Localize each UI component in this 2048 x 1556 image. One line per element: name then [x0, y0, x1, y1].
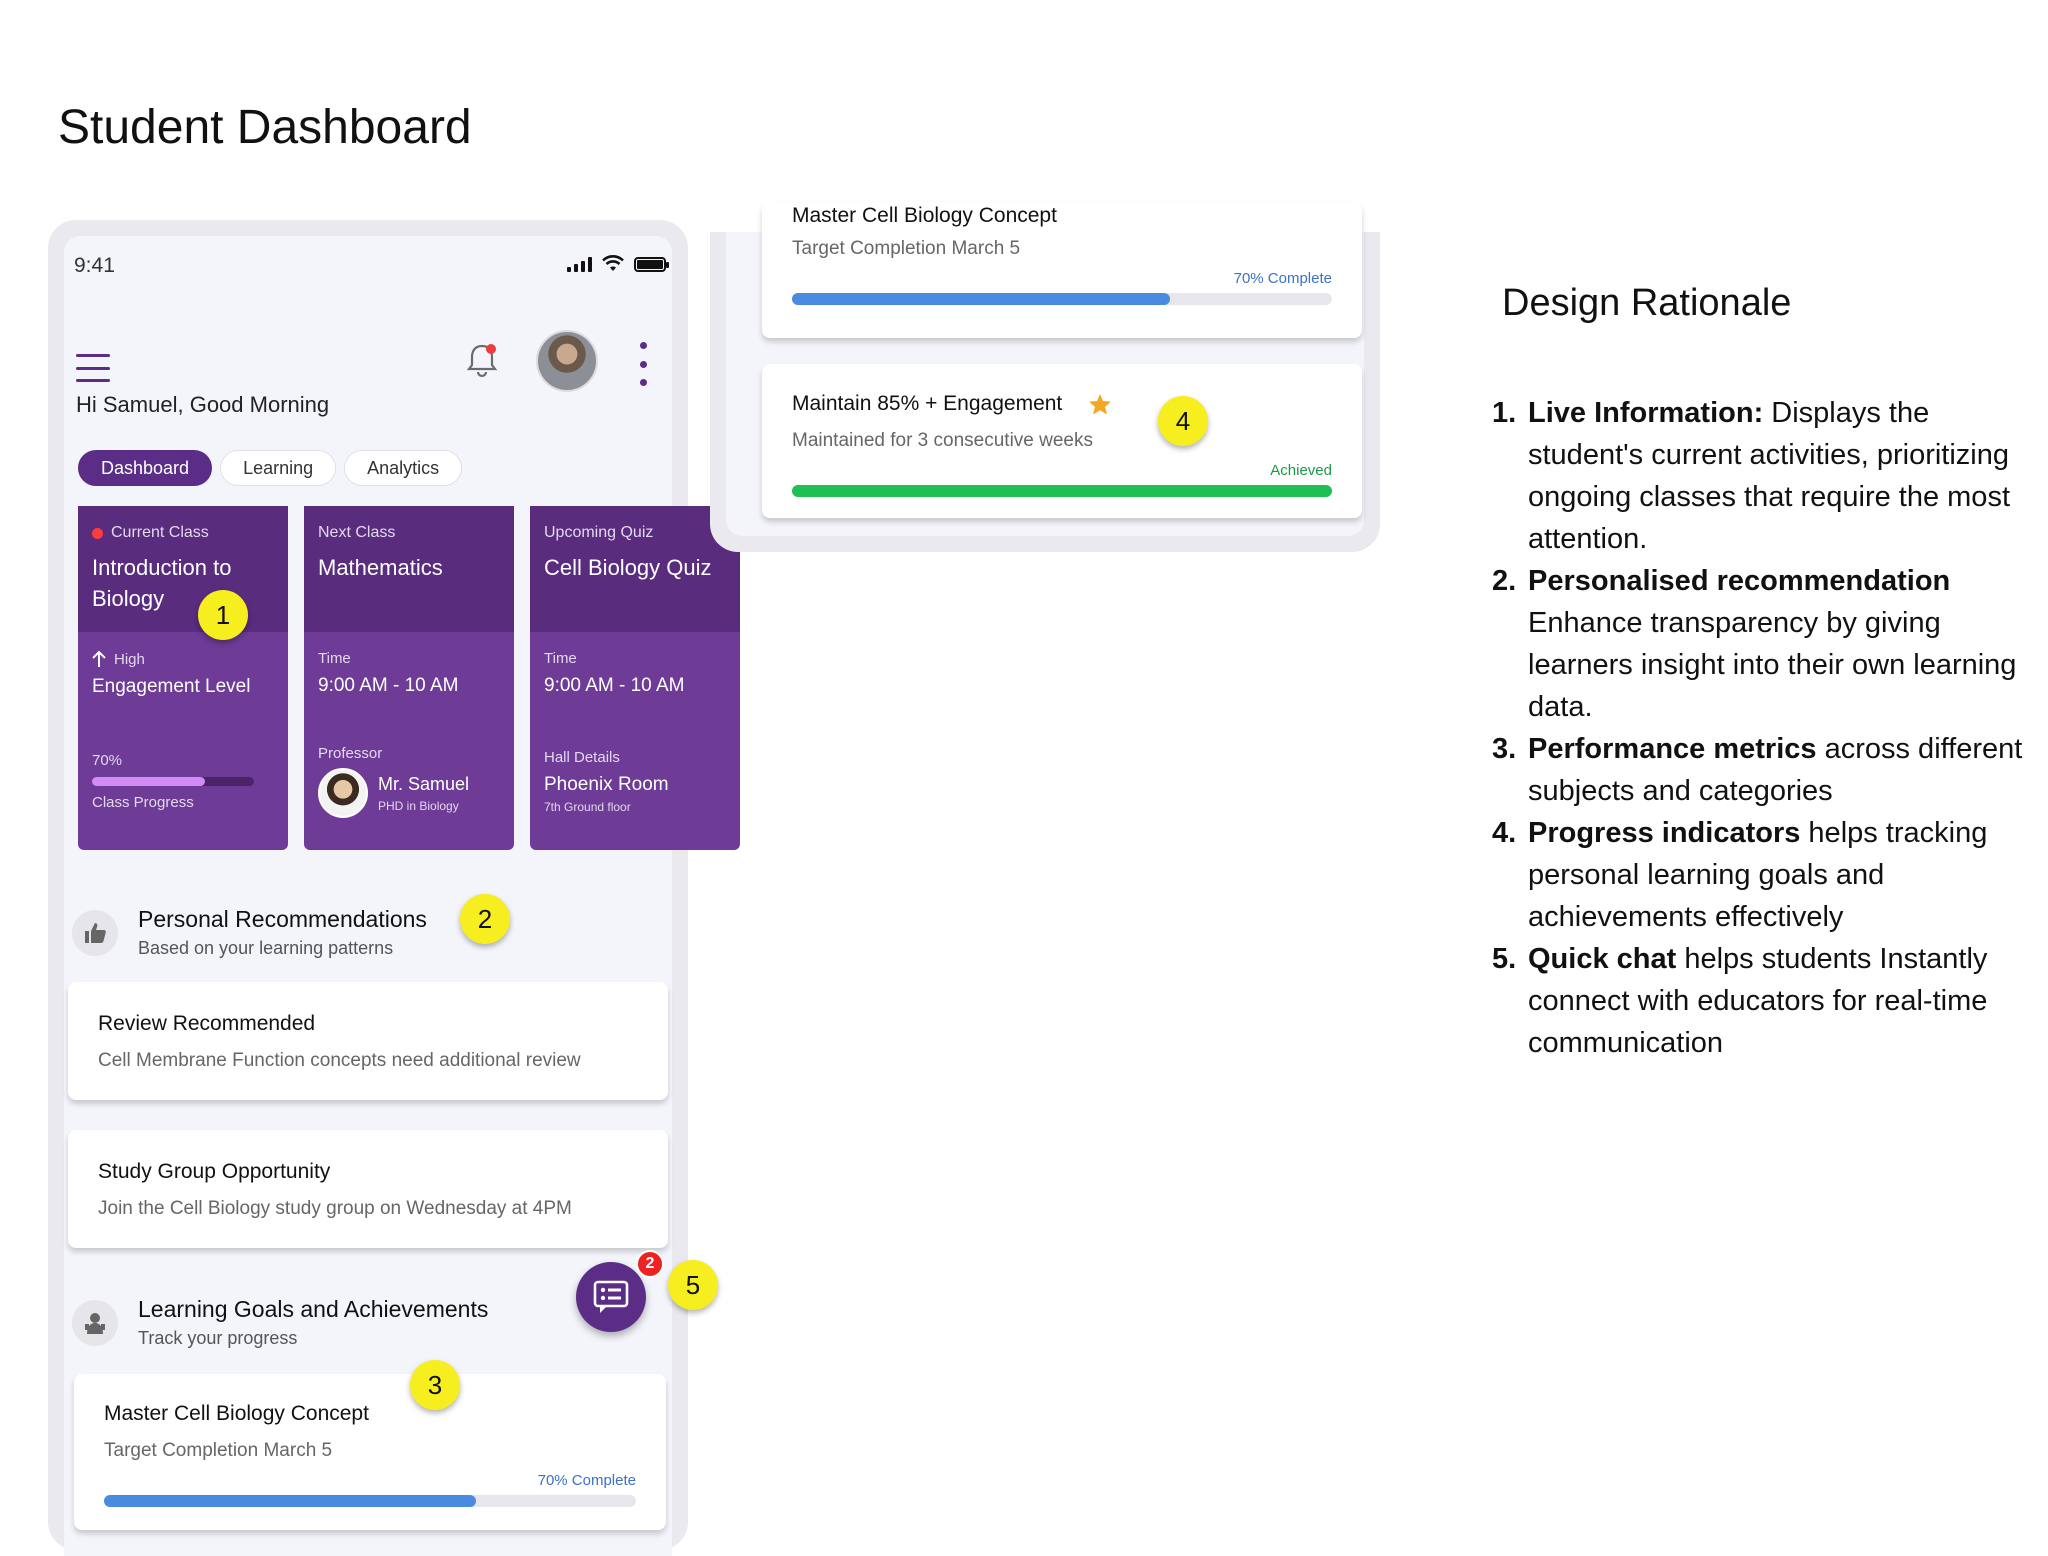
tab-dashboard[interactable]: Dashboard	[78, 450, 212, 486]
rationale-list	[1492, 392, 2032, 1064]
goal-target: Target Completion March 5	[104, 1440, 333, 1461]
page-title: Student Dashboard	[58, 101, 472, 154]
phone-frame-crop	[710, 204, 1380, 552]
tab-analytics[interactable]: Analytics	[344, 450, 462, 486]
rationale-item: 5. Quick chat helps students Instantly connect with educators for real-time communication	[1492, 943, 1988, 1059]
goals-title: Learning Goals and Achievements	[138, 1296, 489, 1322]
quick-chat-button[interactable]	[576, 1262, 646, 1332]
professor-name: Mr. Samuel	[378, 773, 470, 794]
signal-icon	[567, 256, 592, 272]
professor-degree: PHD in Biology	[378, 798, 459, 813]
goal-card[interactable]	[762, 364, 1362, 518]
recommendation-title: Review Recommended	[98, 1012, 316, 1035]
recommendation-text: Join the Cell Biology study group on Wednesday at 4PM	[98, 1198, 572, 1219]
annotation-marker-3: 3	[410, 1360, 460, 1410]
trophy-icon	[72, 1300, 118, 1346]
class-progress-percent: 70%	[92, 752, 123, 769]
notification-bell-icon[interactable]	[462, 340, 502, 380]
user-avatar[interactable]	[536, 330, 598, 392]
annotation-marker-5: 5	[668, 1260, 718, 1310]
goal-status: 70% Complete	[1233, 270, 1332, 287]
recommendations-header	[72, 906, 672, 966]
thumbs-up-icon	[72, 910, 118, 956]
recommendations-title: Personal Recommendations	[138, 906, 427, 932]
engagement-level-value: Engagement Level	[92, 676, 251, 697]
greeting: Hi Samuel, Good Morning	[76, 392, 330, 417]
rationale-item: 1. Live Information: Displays the student's current activities, prioritizing ongoing classes that require the most attention.	[1492, 397, 2010, 555]
card-kicker: Current Class	[111, 524, 209, 541]
card-kicker: Upcoming Quiz	[544, 524, 654, 541]
class-progress-bar	[92, 777, 254, 786]
recommendations-subtitle: Based on your learning patterns	[138, 938, 394, 958]
hall-name: Phoenix Room	[544, 774, 669, 795]
time-value: 9:00 AM - 10 AM	[544, 675, 685, 696]
goal-card[interactable]	[74, 1374, 666, 1530]
annotation-marker-1: 1	[198, 590, 248, 640]
goal-progress-bar	[104, 1495, 636, 1507]
recommendation-title: Study Group Opportunity	[98, 1160, 331, 1183]
goal-status: Achieved	[1270, 462, 1332, 479]
professor-avatar	[318, 768, 368, 818]
recommendation-card[interactable]	[68, 1130, 668, 1248]
goal-target: Maintained for 3 consecutive weeks	[792, 430, 1093, 451]
status-icons	[567, 256, 666, 272]
upcoming-quiz-card[interactable]	[530, 506, 740, 850]
goals-subtitle: Track your progress	[138, 1328, 298, 1348]
card-title: Introduction to Biology	[92, 555, 232, 611]
goal-progress-bar	[792, 485, 1332, 497]
next-class-card[interactable]	[304, 506, 514, 850]
card-kicker: Next Class	[318, 524, 396, 541]
recommendation-card[interactable]	[68, 982, 668, 1100]
time-label: Time	[318, 650, 351, 667]
recommendation-text: Cell Membrane Function concepts need additional review	[98, 1050, 581, 1071]
wifi-icon	[602, 256, 624, 272]
chat-badge: 2	[636, 1250, 664, 1278]
annotation-marker-2: 2	[460, 894, 510, 944]
goal-card[interactable]	[762, 202, 1362, 338]
rationale-item: 4. Progress indicators helps tracking personal learning goals and achievements effectively	[1492, 817, 1988, 933]
star-icon	[1088, 393, 1112, 415]
tab-bar	[78, 450, 462, 486]
status-time: 9:41	[74, 254, 115, 277]
rationale-title: Design Rationale	[1502, 282, 1792, 324]
professor-label: Professor	[318, 745, 383, 762]
goal-progress-bar	[792, 293, 1332, 305]
goal-title: Master Cell Biology Concept	[104, 1402, 369, 1425]
hall-label: Hall Details	[544, 749, 620, 766]
card-title: Mathematics	[318, 555, 443, 580]
annotation-marker-4: 4	[1158, 396, 1208, 446]
goal-status: 70% Complete	[537, 1472, 636, 1489]
current-class-card[interactable]	[78, 506, 288, 850]
menu-icon[interactable]	[76, 354, 110, 382]
phone-screen	[64, 236, 712, 1556]
phone-frame	[48, 220, 712, 1550]
rationale-item: 3. Performance metrics across different subjects and categories	[1492, 733, 2023, 807]
engagement-level-label: High	[114, 650, 145, 668]
more-options-icon[interactable]	[638, 342, 648, 386]
chat-icon	[592, 1279, 630, 1315]
time-value: 9:00 AM - 10 AM	[318, 675, 459, 696]
time-label: Time	[544, 650, 577, 667]
phone-screen-crop	[726, 204, 1364, 536]
class-cards	[78, 506, 712, 850]
goal-target: Target Completion March 5	[792, 238, 1021, 259]
tab-learning[interactable]: Learning	[220, 450, 336, 486]
class-progress-label: Class Progress	[92, 794, 194, 811]
hall-floor: 7th Ground floor	[544, 800, 631, 814]
rationale-item: 2. Personalised recommendation Enhance transparency by giving learners insight into their own learning data.	[1492, 565, 2017, 723]
goal-title: Maintain 85% + Engagement	[792, 392, 1063, 415]
card-title: Cell Biology Quiz	[544, 555, 712, 580]
live-dot-icon	[92, 528, 103, 539]
battery-icon	[634, 257, 666, 272]
goal-title: Master Cell Biology Concept	[792, 204, 1057, 227]
arrow-up-icon	[92, 650, 106, 668]
